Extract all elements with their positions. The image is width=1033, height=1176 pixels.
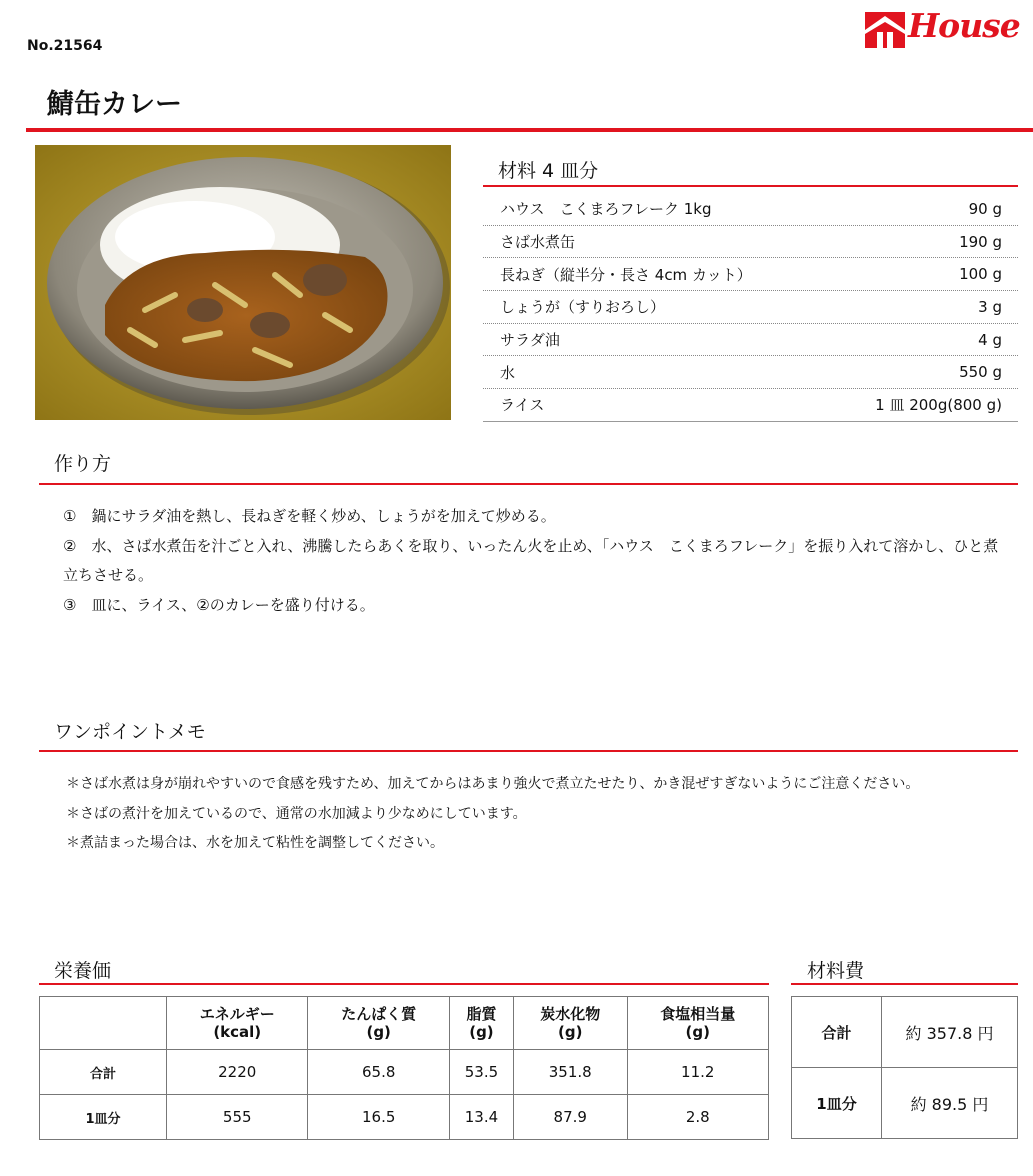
nutrition-divider	[39, 983, 769, 985]
nutrition-heading: 栄養価	[54, 960, 112, 982]
ingredient-row	[483, 291, 1018, 324]
ingredient-name: しょうが（すりおろし）	[500, 298, 666, 317]
ingredients-heading: 材料 4 皿分	[498, 160, 599, 182]
cost-value: 約 357.8 円	[882, 997, 1018, 1068]
nutrition-value: 87.9	[513, 1095, 627, 1140]
cost-divider	[791, 983, 1018, 985]
nutrition-value: 2.8	[627, 1095, 768, 1140]
ingredients-divider	[483, 185, 1018, 187]
ingredient-row	[483, 258, 1018, 291]
ingredient-amount: 1 皿 200g(800 g)	[875, 396, 1002, 415]
nutrition-header-row	[40, 997, 769, 1050]
nutrition-row-total	[40, 1050, 769, 1095]
nutrition-table	[39, 996, 769, 1140]
nutrition-column-header: エネルギー (kcal)	[167, 997, 308, 1050]
memo-notes	[66, 770, 1001, 859]
method-steps	[63, 502, 1003, 620]
ingredient-row	[483, 193, 1018, 226]
memo-note: ＊煮詰まった場合は、水を加えて粘性を調整してください。	[66, 835, 444, 851]
cost-table	[791, 996, 1018, 1139]
house-logo-icon	[865, 12, 905, 48]
ingredient-row	[483, 324, 1018, 357]
memo-note: ＊さばの煮汁を加えているので、通常の水加減より少なめにしています。	[66, 805, 527, 822]
cost-row-total	[792, 997, 1018, 1068]
ingredient-amount: 190 g	[959, 232, 1002, 251]
curry-photo	[35, 145, 451, 420]
nutrition-value: 13.4	[449, 1095, 513, 1140]
nutrition-value: 2220	[167, 1050, 308, 1095]
nutrition-value: 53.5	[449, 1050, 513, 1095]
nutrition-value: 65.8	[308, 1050, 449, 1095]
ingredient-row	[483, 356, 1018, 389]
recipe-title: 鯖缶カレー	[47, 89, 182, 120]
cost-row-per-plate	[792, 1068, 1018, 1139]
nutrition-column-header: たんぱく質 (g)	[308, 997, 449, 1050]
nutrition-column-header: 炭水化物 (g)	[513, 997, 627, 1050]
row-label: 合計	[40, 1050, 167, 1095]
row-label: 1皿分	[40, 1095, 167, 1140]
method-divider	[39, 483, 1018, 485]
method-step: ① 鍋にサラダ油を熱し、長ねぎを軽く炒め、しょうがを加えて炒める。	[63, 507, 556, 525]
nutrition-column-header: 食塩相当量 (g)	[627, 997, 768, 1050]
ingredient-amount: 100 g	[959, 265, 1002, 284]
ingredient-name: 水	[500, 363, 516, 382]
ingredient-row	[483, 226, 1018, 259]
ingredient-amount: 3 g	[978, 297, 1002, 316]
nutrition-row-per-plate	[40, 1095, 769, 1140]
cost-value: 約 89.5 円	[882, 1068, 1018, 1139]
ingredient-amount: 90 g	[968, 199, 1002, 218]
recipe-number: No.21564	[27, 38, 103, 54]
nutrition-value: 11.2	[627, 1050, 768, 1095]
method-step: ③ 皿に、ライス、②のカレーを盛り付ける。	[63, 595, 375, 614]
logo-wordmark: House	[908, 6, 1020, 45]
nutrition-column-header: 脂質 (g)	[449, 997, 513, 1050]
ingredient-name: サラダ油	[500, 331, 560, 350]
ingredient-name: ライス	[500, 396, 545, 415]
row-label: 合計	[792, 997, 882, 1068]
cost-heading: 材料費	[807, 960, 865, 982]
house-logo	[865, 8, 1025, 52]
memo-divider	[39, 750, 1018, 752]
nutrition-value: 555	[167, 1095, 308, 1140]
row-label: 1皿分	[792, 1068, 882, 1139]
ingredient-row	[483, 389, 1018, 422]
ingredient-amount: 550 g	[959, 363, 1002, 382]
ingredient-name: ハウス こくまろフレーク 1kg	[500, 200, 712, 219]
nutrition-value: 16.5	[308, 1095, 449, 1140]
ingredient-name: さば水煮缶	[500, 233, 576, 252]
memo-heading: ワンポイントメモ	[54, 721, 206, 743]
ingredient-list	[483, 193, 1018, 422]
method-heading: 作り方	[54, 453, 112, 475]
method-step: ② 水、さば水煮缶を汁ごと入れ、沸騰したらあくを取り、いったん火を止め、「ハウス こくまろフレーク」を振り入れて溶かし、ひと煮立ちさせる。	[63, 536, 999, 584]
ingredient-amount: 4 g	[978, 330, 1002, 349]
nutrition-value: 351.8	[513, 1050, 627, 1095]
memo-note: ＊さば水煮は身が崩れやすいので食感を残すため、加えてからはあまり強火で煮立たせたり、かき混ぜすぎないようにご注意ください。	[66, 776, 920, 792]
title-divider	[26, 128, 1033, 132]
empty-header-cell	[40, 997, 167, 1050]
ingredient-name: 長ねぎ（縦半分・長さ 4cm カット）	[500, 265, 752, 284]
